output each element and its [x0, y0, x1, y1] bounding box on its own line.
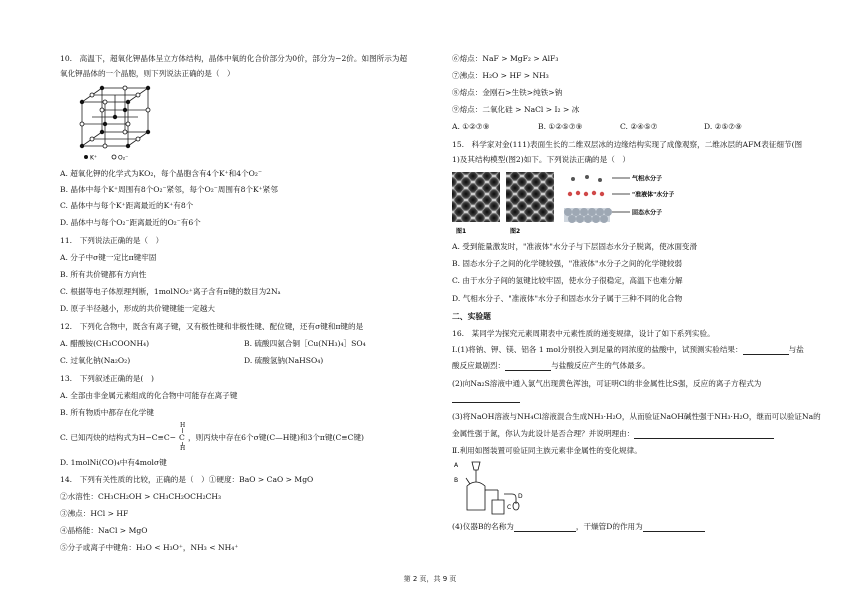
q10-option-b: B. 晶体中每个K⁺周围有8个O₂⁻紧邻，每个O₂⁻周围有8个K⁺紧邻 [60, 185, 278, 194]
propyne-h-bottom: H [180, 445, 186, 452]
q13-option-a: A. 全部由非金属元素组成的化合物中可能存在离子键 [60, 391, 238, 400]
q14-item-4: ④晶格能：NaCl > MgO [60, 526, 148, 535]
legend-k: K⁺ [90, 154, 98, 162]
q16-part3: (3)将NaOH溶液与NH₄Cl溶液混合生成NH₃·H₂O，从而验证NaOH碱性强于NH₃·H₂O，继而可以验证Na的 [452, 412, 821, 421]
crystal-cell-figure [74, 84, 160, 162]
label-gas-water: 气相水分子 [632, 175, 663, 183]
q14-item-3: ③沸点：HCl > HF [60, 509, 129, 518]
answer-blank-5[interactable] [514, 523, 576, 532]
q14-item-5: ⑤分子或离子中键角：H₂O < H₃O⁺，NH₃ < NH₄⁺ [60, 543, 239, 552]
page-number: 第 2 页，共 9 页 [403, 575, 457, 583]
q16-part4 [452, 522, 705, 532]
q16-part1-b: 与盐酸反应产生的气体最多。 [551, 361, 650, 370]
q14-item-8: ⑧熔点：金刚石>生铁>纯铁>钠 [452, 88, 563, 97]
q16-part1-line2 [452, 361, 650, 371]
q14-option-a: A. ①②⑦⑨ [452, 122, 490, 131]
q12-option-d: D. 硫酸氢钠(NaHSO₄) [244, 356, 324, 365]
section-heading-experiment: 二、实验题 [452, 312, 491, 321]
q13-option-c-prefix: C. 已知丙炔的结构式为H−C≡C− [60, 433, 177, 442]
answer-blank-6[interactable] [643, 523, 705, 532]
q16-part2-blank-line [452, 393, 520, 403]
label-b: B [454, 477, 459, 484]
q13-option-d: D. 1molNi(CO)₄中有4molσ键 [60, 458, 167, 467]
q12-option-a: A. 醋酸铵(CH₃COONH₄) [60, 339, 150, 348]
label-a: A [454, 462, 459, 469]
apparatus-figure [452, 456, 524, 518]
q10-option-d: D. 晶体中与每个O₂⁻距离最近的O₂⁻有6个 [60, 218, 201, 227]
answer-blank-4[interactable] [634, 430, 774, 439]
q13-option-b: B. 所有物质中都存在化学键 [60, 408, 154, 417]
q14-option-d: D. ②⑤⑦⑨ [704, 122, 742, 131]
q16-stem: 16. 某同学为探究元素周期表中元素性质的递变规律，设计了如下系列实验。 [452, 329, 715, 338]
q15-option-c: C. 由于水分子间的氢键比较牢固，使水分子很稳定，高温下也难分解 [452, 276, 683, 285]
q12-option-c: C. 过氧化钠(Na₂O₂) [60, 356, 131, 365]
q14-option-b: B. ①②⑤⑦⑨ [538, 122, 583, 131]
q15-stem-line2: 1)及其结构模型(图2)如下。下列说法正确的是（ ） [452, 155, 631, 164]
propyne-c-atom: C [179, 433, 185, 442]
propyne-bonds [180, 428, 186, 448]
q16-part4-a: (4)仪器B的名称为 [452, 522, 514, 531]
q10-stem-line1: 10. 高温下，超氧化钾晶体呈立方体结构，晶体中氧的化合价部分为0价，部分为−2价。如图所示为超 [60, 54, 408, 63]
q14-item-9: ⑨熔点：二氧化硅 > NaCl > I₂ > 冰 [452, 105, 580, 114]
q11-option-d: D. 原子半径越小，形成的共价键键能一定越大 [60, 304, 215, 313]
q15-option-a: A. 受到能量激发时，"准液体"水分子与下层固态水分子脱离，使冰面变滑 [452, 242, 698, 251]
q16-part1-a: 酸反应最剧烈： [452, 361, 506, 370]
label-quasi-liquid-water: "准液体"水分子 [632, 191, 675, 199]
q16-part1-tail: 与盐 [788, 345, 804, 354]
q12-option-b: B. 硫酸四氨合铜［Cu(NH₃)₄］SO₄ [244, 339, 366, 348]
q11-option-b: B. 所有共价键都有方向性 [60, 270, 147, 279]
legend-o2: O₂⁻ [118, 154, 129, 162]
q15-stem-line1: 15. 科学家对金(111)表面生长的二维双层冰的边缘结构实现了成像观察，二维冰层的AFM表征细节(图 [452, 140, 803, 149]
propyne-h-top: H [180, 422, 186, 429]
fig1-label: 图1 [456, 228, 467, 235]
q16-part1-line1 [452, 345, 804, 355]
label-c: C [507, 504, 512, 511]
q10-option-a: A. 超氧化钾的化学式为KO₂，每个晶胞含有4个K⁺和4个O₂⁻ [60, 169, 262, 178]
q16-part4-b: ，干燥管D的作用为 [575, 522, 643, 531]
q13-stem: 13. 下列叙述正确的是( ) [60, 374, 154, 383]
q16-part3-question: 金属性强于氮，你认为此设计是否合理？并说明理由： [452, 429, 635, 438]
q11-option-a: A. 分子中σ键一定比π键牢固 [60, 253, 157, 262]
q10-stem-line2: 氧化钾晶体的一个晶胞，则下列说法正确的是（ ） [60, 69, 235, 78]
q14-item-7: ⑦沸点：H₂O > HF > NH₃ [452, 71, 549, 80]
q15-option-b: B. 固态水分子之间的化学键较强，"准液体"水分子之间的化学键较弱 [452, 259, 683, 268]
answer-blank-2[interactable] [505, 362, 551, 371]
q11-option-c: C. 根据等电子体原理判断，1molNO₂⁺离子含有π键的数目为2Nₐ [60, 287, 281, 296]
answer-blank-1[interactable] [743, 346, 789, 355]
q14-item-2: ②水溶性：CH₃CH₂OH > CH₃CH₂OCH₂CH₃ [60, 492, 222, 501]
q14-stem: 14. 下列有关性质的比较，正确的是（ ）①硬度：BaO > CaO > MgO [60, 475, 314, 484]
label-d: D [518, 493, 523, 500]
q16-part2: (2)向Na₂S溶液中通入氯气出现黄色浑浊，可证明Cl的非金属性比S强，反应的离子方程式为 [452, 379, 762, 388]
afm-figure [452, 170, 712, 238]
q11-stem: 11. 下列说法正确的是（ ） [60, 236, 164, 245]
q10-option-c: C. 晶体中与每个K⁺距离最近的K⁺有8个 [60, 201, 194, 210]
q12-stem: 12. 下列化合物中，既含有离子键，又有极性键和非极性键、配位键，还有σ键和π键的是 [60, 322, 364, 331]
q15-option-d: D. 气相水分子、"准液体"水分子和固态水分子属于三种不同的化合物 [452, 294, 683, 303]
q13-option-c-suffix: ，则丙炔中存在6个σ键(C—H键)和3个π键(C≡C键) [188, 433, 365, 442]
q16-part-ii: Ⅱ.利用如图装置可验证同主族元素非金属性的变化规律。 [452, 446, 642, 455]
q16-part1-text: Ⅰ.(1)将钠、钾、镁、铝各 1 mol分别投入到足量的同浓度的盐酸中，试预测实验结果： [452, 345, 743, 354]
q14-option-c: C. ②④⑤⑦ [620, 122, 658, 131]
label-solid-water: 固态水分子 [632, 209, 663, 217]
q14-item-6: ⑥熔点：NaF > MgF₂ > AlF₃ [452, 54, 559, 63]
answer-blank-3[interactable] [452, 394, 520, 403]
water-model [564, 175, 674, 224]
fig2-label: 图2 [510, 228, 521, 235]
q16-part3-line2 [452, 429, 774, 439]
